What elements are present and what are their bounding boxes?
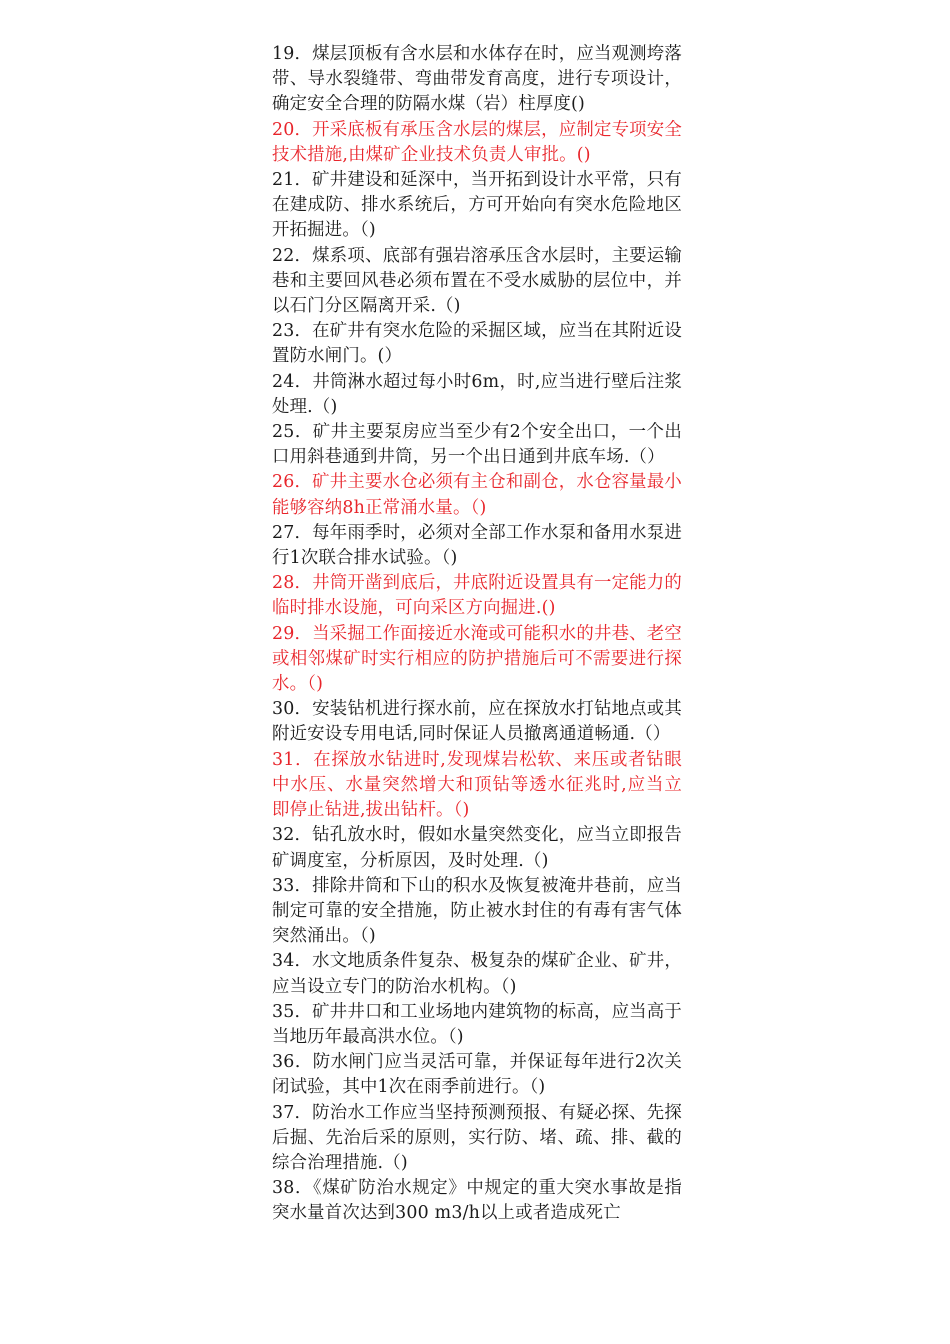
question-28: 28．井筒开凿到底后，井底附近设置具有一定能力的临时排水设施，可向采区方向掘进.() <box>272 573 682 619</box>
document-page <box>272 42 682 1227</box>
question-23: 23．在矿井有突水危险的采掘区域，应当在其附近设置防水闸门。(） <box>272 321 682 367</box>
question-25: 25．矿井主要泵房应当至少有2个安全出口，一个出口用斜巷通到井筒，另一个出日通到井底车场.（） <box>272 422 682 468</box>
question-33: 33．排除井筒和下山的积水及恢复被淹井巷前，应当制定可靠的安全措施，防止被水封住的有毒有害气体突然涌出。（) <box>272 875 682 947</box>
question-30: 30．安装钻机进行探水前，应在探放水打钻地点或其附近安设专用电话,同时保证人员撤离通道畅通.（） <box>272 699 682 745</box>
question-21: 21．矿井建设和延深中，当开拓到设计水平常，只有在建成防、排水系统后，方可开始向有突水危险地区开拓掘进。（) <box>272 170 682 241</box>
question-22: 22．煤系项、底部有强岩溶承压含水层时，主要运输巷和主要回风巷必须布置在不受水威胁的层位中，并以石门分区隔离开采.（) <box>272 245 682 317</box>
question-36: 36．防水闸门应当灵活可靠，并保证每年进行2次关闭试验，其中1次在雨季前进行。（) <box>272 1052 682 1098</box>
question-37: 37．防治水工作应当坚持预测预报、有疑必探、先探后掘、先治后采的原则，实行防、堵、疏、排、截的综合治理措施.（) <box>272 1102 682 1173</box>
question-35: 35．矿井井口和工业场地内建筑物的标高，应当高于当地历年最高洪水位。（) <box>272 1001 682 1047</box>
question-24: 24．井筒淋水超过每小时6m，时,应当进行壁后注浆处理.（) <box>272 371 682 417</box>
question-26: 26．矿井主要水仓必须有主仓和副仓，水仓容量最小能够容纳8h正常涌水量。（) <box>272 472 682 518</box>
question-32: 32．钻孔放水时，假如水量突然变化，应当立即报告矿调度室，分析原因，及时处理.（) <box>272 825 682 871</box>
question-19: 19．煤层顶板有含水层和水体存在时，应当观测垮落带、导水裂缝带、弯曲带发育高度，进行专项设计，确定安全合理的防隔水煤（岩）柱厚度() <box>272 44 682 115</box>
question-29: 29．当采掘工作面接近水淹或可能积水的井巷、老空或相邻煤矿时实行相应的防护措施后可不需要进行探水。（) <box>272 623 682 695</box>
question-31: 31．在探放水钻进时,发现煤岩松软、来压或者钻眼中水压、水量突然增大和顶钻等透水征兆时,应当立即停止钻进,拔出钻杆。（) <box>272 749 682 821</box>
question-20: 20．开采底板有承压含水层的煤层，应制定专项安全技术措施,由煤矿企业技术负责人审批。() <box>272 119 682 165</box>
question-34: 34．水文地质条件复杂、极复杂的煤矿企业、矿井，应当设立专门的防治水机构。（) <box>272 951 682 997</box>
question-27: 27．每年雨季时，必须对全部工作水泵和备用水泵进行1次联合排水试验。（) <box>272 522 682 569</box>
question-38: 38．《煤矿防治水规定》中规定的重大突水事故是指突水量首次达到300 m3/h以上或者造成死亡 <box>272 1178 682 1224</box>
